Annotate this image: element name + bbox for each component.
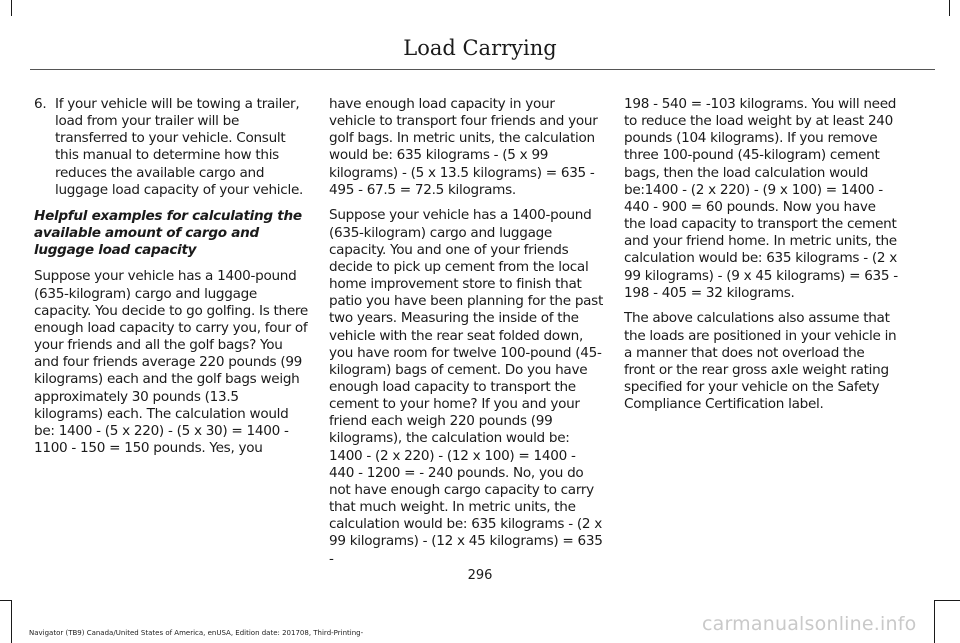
page-number: 296: [467, 568, 493, 583]
crop-mark-bottom-right-v: [934, 600, 935, 643]
footer-edition-info: Navigator (TB9) Canada/United States of America, enUSA, Edition date: 201708, Third-Printing-: [29, 629, 364, 637]
list-item: [34, 96, 308, 199]
page-title: Load Carrying: [403, 36, 557, 60]
paragraph: 198 - 540 = -103 kilograms. You will need to reduce the load weight by at least 240 pounds (104 kilograms). If you remove three 100-pound (45-kilogram) cement bags, then the load calculation would be:1400 - (2 x 220) - (9 x 100) = 1400 - 440 - 900 = 60 pounds. Now you have the load capacity to transport the cement and your friend home. In metric units, the calculation would be: 635 kilograms - (2 x 99 kilograms) - (9 x 45 kilograms) = 635 - 198 - 405 = 32 kilograms.: [624, 96, 898, 301]
paragraph: have enough load capacity in your vehicle to transport four friends and your golf bags. In metric units, the calculation would be: 635 kilograms - (5 x 99 kilograms) - (5 x 13.5 kilograms) = 635 - 495 - 67.5 = 72.5 kilograms.: [329, 96, 598, 198]
watermark-logo: carmanualsonline.info: [702, 613, 917, 635]
crop-mark-bottom-left-v: [11, 600, 12, 643]
step-number: 6.: [34, 96, 47, 112]
column-1: [34, 96, 308, 457]
crop-mark-top-left-v: [11, 0, 12, 16]
paragraph: Suppose your vehicle has a 1400-pound (635-kilogram) cargo and luggage capacity. You and one of your friends decide to pick up cement from the local home improvement store to finish that patio you have been planning for the past two years. Measuring the inside of the vehicle with the rear seat folded down, you have room for twelve 100-pound (45-kilogram) bags of cement. Do you have enough load capacity to transport the cement to your home? If you and your friend each weigh 220 pounds (99 kilograms), the calculation would be: 1400 - (2 x 220) - (12 x 100) = 1400 - 440 - 1200 = - 240 pounds. No, you do not have enough cargo capacity to carry that much weight. In metric units, the calculation would be: 635 kilograms - (2 x 99 kilograms) - (12 x 45 kilograms) = 635 -: [329, 207, 603, 567]
column-2: [329, 96, 603, 568]
paragraph: Suppose your vehicle has a 1400-pound (635-kilogram) cargo and luggage capacity. You decide to go golfing. Is there enough load capacity to carry you, four of your friends and all the golf bags? You and four friends average 220 pounds (99 kilograms) each and the golf bags weigh approximately 30 pounds (13.5 kilograms) each. The calculation would be: 1400 - (5 x 220) - (5 x 30) = 1400 - 1100 - 150 = 150 pounds. Yes, you: [34, 268, 308, 456]
paragraph: The above calculations also assume that the loads are positioned in your vehicle in a manner that does not overload the front or the rear gross axle weight rating specified for your vehicle on the Safety Compliance Certification label.: [624, 310, 897, 413]
crop-mark-bottom-right-h: [934, 600, 960, 601]
header-rule: [30, 69, 935, 70]
step-text: If your vehicle will be towing a trailer, load from your trailer will be transferred to your vehicle. Consult this manual to determine how this reduces the available cargo and luggage load capacity of your vehicle.: [55, 96, 304, 198]
column-3: [624, 96, 898, 413]
crop-mark-top-right-v: [949, 0, 950, 16]
section-subheading: Helpful examples for calculating the available amount of cargo and luggage load capacity: [34, 207, 302, 259]
crop-mark-bottom-left-h: [0, 600, 12, 601]
